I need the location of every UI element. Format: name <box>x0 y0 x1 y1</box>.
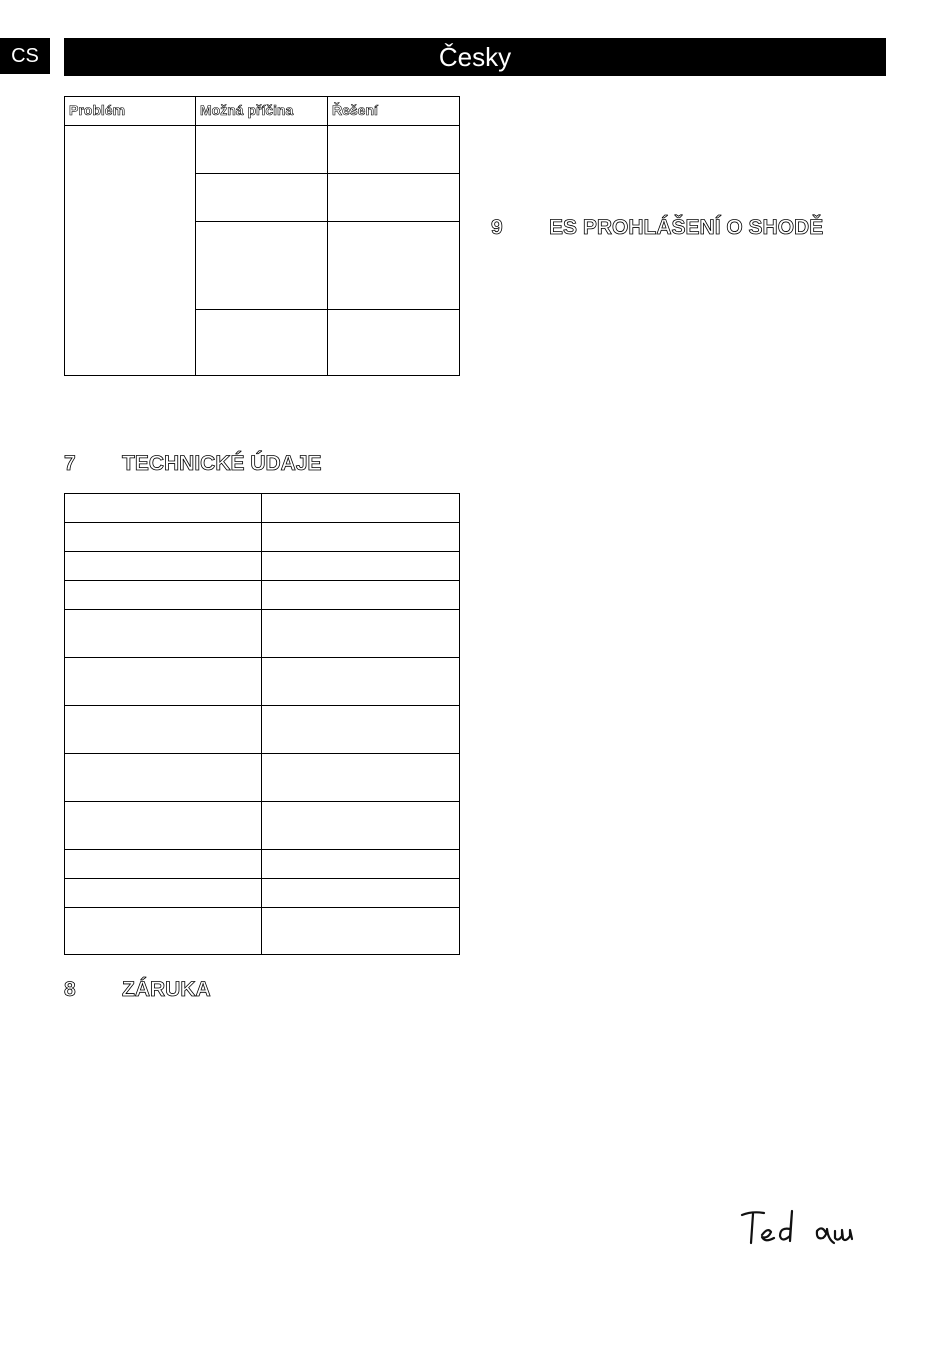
spec-label-cell <box>65 706 262 754</box>
spec-value-cell <box>262 706 460 754</box>
table-row <box>65 850 460 879</box>
spec-value-cell <box>262 754 460 802</box>
section-number: 7 <box>64 452 76 475</box>
spec-label-cell <box>65 850 262 879</box>
troubleshooting-table <box>64 96 460 376</box>
table-row <box>65 802 460 850</box>
cause-cell <box>196 126 328 174</box>
table-row <box>65 523 460 552</box>
spec-value-cell <box>262 908 460 955</box>
spec-label-cell <box>65 523 262 552</box>
spec-label-cell <box>65 658 262 706</box>
spec-value-cell <box>262 658 460 706</box>
table-row <box>65 494 460 523</box>
spec-label-cell <box>65 879 262 908</box>
section-number: 9 <box>491 216 503 239</box>
section-number: 8 <box>64 978 76 1001</box>
spec-label-cell <box>65 908 262 955</box>
table-row <box>65 879 460 908</box>
section-9-heading <box>491 216 824 240</box>
language-code-badge: CS <box>0 38 50 74</box>
table-row <box>65 658 460 706</box>
spec-value-cell <box>262 523 460 552</box>
section-title: ES PROHLÁŠENÍ O SHODĚ <box>549 216 824 239</box>
spec-label-cell <box>65 802 262 850</box>
spec-value-cell <box>262 850 460 879</box>
language-title-bar: Česky <box>64 38 886 76</box>
table-row <box>65 610 460 658</box>
table-row <box>65 754 460 802</box>
solution-cell <box>328 126 460 174</box>
table-header-row <box>65 97 460 126</box>
table-row <box>65 552 460 581</box>
spec-value-cell <box>262 610 460 658</box>
section-8-heading <box>64 978 211 1002</box>
problem-cell <box>65 126 196 376</box>
spec-label-cell <box>65 581 262 610</box>
cause-cell <box>196 174 328 222</box>
column-header-cause: Možná příčina <box>196 97 328 126</box>
table-row <box>65 908 460 955</box>
column-header-solution: Řešení <box>328 97 460 126</box>
spec-label-cell <box>65 494 262 523</box>
spec-label-cell <box>65 610 262 658</box>
solution-cell <box>328 309 460 375</box>
spec-value-cell <box>262 879 460 908</box>
spec-label-cell <box>65 552 262 581</box>
spec-label-cell <box>65 754 262 802</box>
table-row <box>65 581 460 610</box>
solution-cell <box>328 174 460 222</box>
signature-image <box>738 1205 863 1255</box>
table-row <box>65 126 460 174</box>
column-header-problem: Problém <box>65 97 196 126</box>
spec-value-cell <box>262 581 460 610</box>
spec-value-cell <box>262 494 460 523</box>
cause-cell <box>196 222 328 309</box>
table-row <box>65 706 460 754</box>
spec-value-cell <box>262 552 460 581</box>
section-title: TECHNICKÉ ÚDAJE <box>122 452 322 475</box>
solution-cell <box>328 222 460 309</box>
section-7-heading <box>64 452 322 476</box>
spec-value-cell <box>262 802 460 850</box>
section-title: ZÁRUKA <box>122 978 211 1001</box>
technical-specs-table <box>64 493 460 955</box>
cause-cell <box>196 309 328 375</box>
